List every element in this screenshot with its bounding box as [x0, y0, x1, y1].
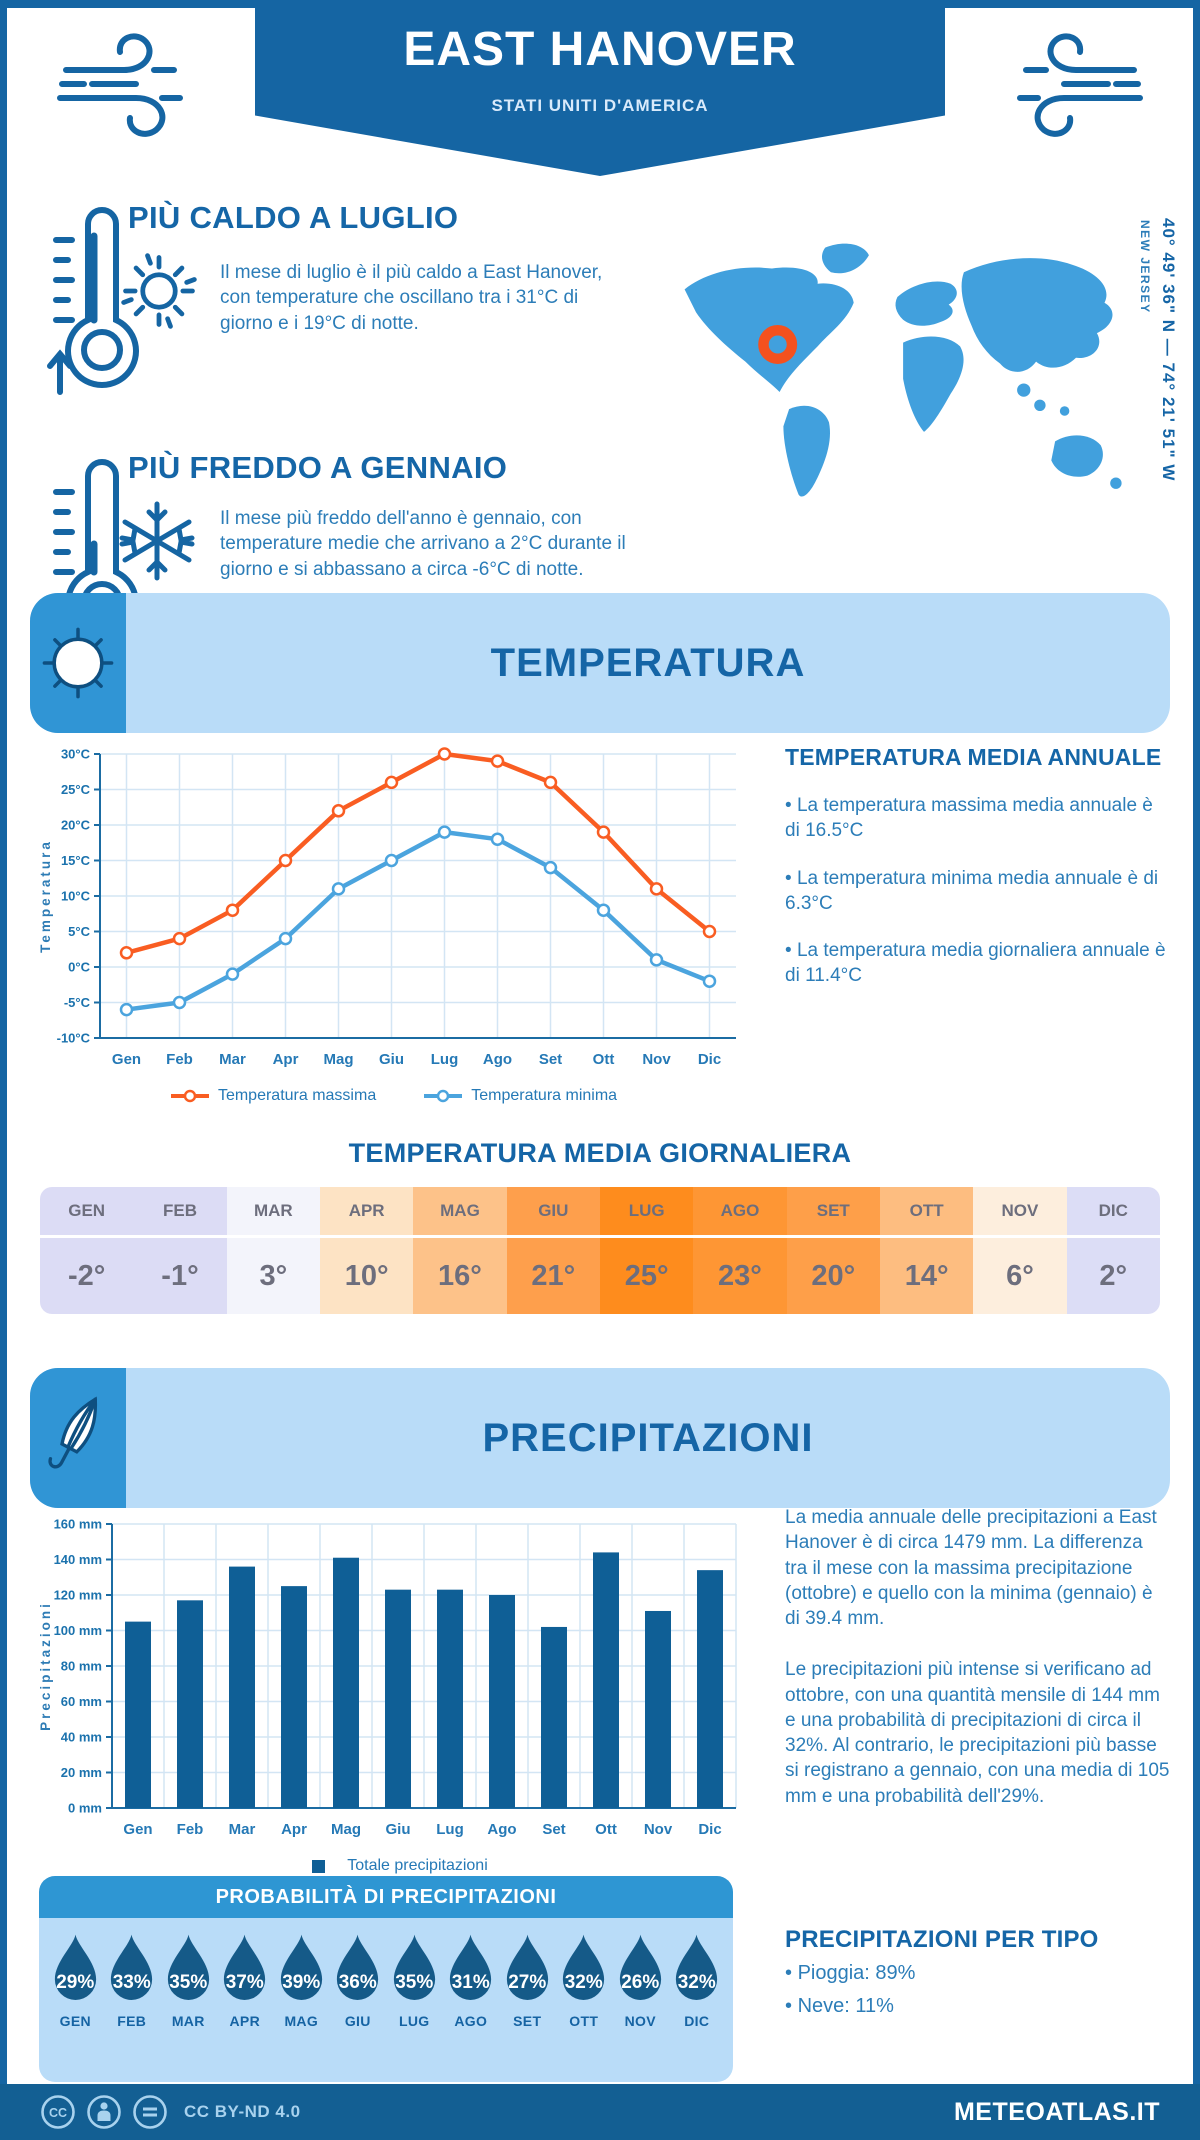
legend-item [171, 1087, 376, 1105]
svg-text:40 mm: 40 mm [60, 1729, 102, 1745]
page-border-left [0, 0, 7, 2140]
svg-text:Giu: Giu [379, 1051, 404, 1068]
svg-text:-5°C: -5°C [63, 995, 90, 1010]
annual-temperature-bullets [785, 793, 1170, 989]
svg-text:Set: Set [538, 1051, 563, 1068]
svg-text:Nov: Nov [643, 1821, 673, 1838]
daily-temp-column [880, 1187, 973, 1314]
legend-label: Temperatura massima [217, 1087, 377, 1104]
probability-droplet [48, 1932, 103, 2082]
precipitation-paragraph-2: Le precipitazioni più intense si verificano ad ottobre, con una quantità mensile di 144 mm e una probabilità di precipitazioni di circa il 32%. Al contrario, le precipitazioni più basse si registrano a gennaio, con una media di 105 mm e una probabilità dell'29%. [785, 1659, 1170, 1807]
droplet-percentage: 31% [451, 1972, 490, 1993]
svg-text:Apr: Apr [272, 1051, 299, 1068]
svg-text:15°C: 15°C [60, 853, 90, 868]
precipitation-type-bullets [785, 1960, 1170, 2019]
droplet-month: FEB [117, 2013, 147, 2029]
droplet-icon [104, 1932, 159, 2006]
droplet-percentage: 29% [56, 1972, 95, 1993]
svg-text:20°C: 20°C [60, 817, 90, 833]
legend-marker-icon [171, 1089, 209, 1103]
page-subtitle: STATI UNITI D'AMERICA [491, 96, 709, 115]
cold-section-title: PIÙ FREDDO A GENNAIO [128, 450, 508, 485]
svg-text:120 mm: 120 mm [53, 1587, 102, 1603]
svg-text:140 mm: 140 mm [53, 1552, 102, 1567]
droplet-percentage: 27% [508, 1972, 547, 1993]
svg-text:Feb: Feb [176, 1821, 204, 1838]
temperature-section-title: TEMPERATURA [490, 640, 806, 685]
page-border-right [1193, 0, 1200, 2140]
svg-text:160 mm: 160 mm [53, 1516, 102, 1532]
svg-text:Nov: Nov [642, 1051, 671, 1068]
svg-text:5°C: 5°C [68, 924, 90, 939]
droplet-month: LUG [399, 2013, 430, 2029]
svg-text:0°C: 0°C [68, 959, 90, 975]
droplet-month: GIU [344, 2013, 371, 2029]
brand-label: METEOATLAS.IT [953, 2097, 1160, 2126]
daily-temp-value: 20° [787, 1238, 880, 1314]
precipitation-probability-title: PROBABILITÀ DI PRECIPITAZIONI [39, 1876, 733, 1918]
svg-text:Lug: Lug [436, 1821, 464, 1838]
svg-text:Ago: Ago [487, 1821, 517, 1838]
daily-temp-month: DIC [1067, 1187, 1160, 1235]
svg-text:30°C: 30°C [60, 746, 90, 762]
daily-temp-value: 23° [693, 1238, 786, 1314]
daily-temp-value: 6° [973, 1238, 1066, 1314]
droplet-icon [217, 1932, 272, 2006]
daily-temp-value: 14° [880, 1238, 973, 1314]
annual-temp-bullet: • La temperatura minima media annuale è di 6.3°C [785, 866, 1170, 917]
probability-droplet [556, 1932, 611, 2082]
daily-temp-value: -2° [40, 1238, 133, 1314]
daily-temp-value: 2° [1067, 1238, 1160, 1314]
daily-temp-month: LUG [600, 1187, 693, 1235]
temperature-section-banner [30, 593, 1170, 733]
svg-text:Ott: Ott [595, 1821, 617, 1838]
geo-coordinates: 40° 49' 36" N — 74° 21' 51" W [1159, 218, 1178, 482]
droplet-month: MAG [284, 2013, 319, 2029]
droplet-percentage: 37% [225, 1972, 264, 1993]
droplet-percentage: 35% [395, 1972, 434, 1993]
probability-droplet [387, 1932, 442, 2082]
droplet-icon [387, 1932, 442, 2006]
precip-type-bullet: • Pioggia: 89% [785, 1960, 1170, 1987]
precipitation-paragraph-1: La media annuale delle precipitazioni a East Hanover è di circa 1479 mm. La differenza tra il mese con la massima precipitazione (ottobre) e quello con la minima (gennaio) è di 39.4 mm. [785, 1507, 1157, 1630]
daily-temp-column [227, 1187, 320, 1314]
svg-text:Feb: Feb [166, 1051, 193, 1068]
droplet-icon [330, 1932, 385, 2006]
svg-text:Ott: Ott [592, 1051, 615, 1068]
droplet-percentage: 36% [338, 1972, 377, 1993]
svg-text:80 mm: 80 mm [60, 1658, 102, 1674]
droplet-month: APR [229, 2013, 260, 2029]
daily-temp-month: FEB [133, 1187, 226, 1235]
daily-temp-month: OTT [880, 1187, 973, 1235]
page-border-top [0, 0, 1200, 8]
svg-text:Dic: Dic [698, 1821, 722, 1838]
cc-icon [40, 2094, 76, 2130]
world-map [658, 208, 1133, 538]
probability-droplet [330, 1932, 385, 2082]
daily-temp-column [973, 1187, 1066, 1314]
droplet-month: OTT [569, 2013, 599, 2029]
probability-droplet [613, 1932, 668, 2082]
attribution-person-icon [86, 2094, 122, 2130]
daily-temp-month: NOV [973, 1187, 1066, 1235]
daily-temp-month: AGO [693, 1187, 786, 1235]
droplet-icon [556, 1932, 611, 2006]
daily-temp-column [787, 1187, 880, 1314]
svg-text:10°C: 10°C [60, 888, 90, 904]
precipitation-description [785, 1505, 1170, 1809]
droplet-percentage: 26% [621, 1972, 660, 1993]
umbrella-icon [36, 1390, 120, 1486]
droplet-icon [161, 1932, 216, 2006]
svg-text:100 mm: 100 mm [53, 1623, 102, 1638]
svg-text:0 mm: 0 mm [68, 1800, 102, 1816]
legend-label: Totale precipitazioni [347, 1857, 488, 1874]
droplet-icon [500, 1932, 555, 2006]
chart-legend [36, 1857, 752, 1875]
legend-item [424, 1087, 617, 1105]
daily-temp-column [693, 1187, 786, 1314]
svg-text:Apr: Apr [281, 1821, 307, 1838]
droplet-icon [613, 1932, 668, 2006]
precipitation-probability-droplets [39, 1918, 733, 2082]
warm-section-title: PIÙ CALDO A LUGLIO [128, 200, 459, 235]
daily-temp-value: -1° [133, 1238, 226, 1314]
probability-droplet [217, 1932, 272, 2082]
svg-text:20 mm: 20 mm [60, 1765, 102, 1780]
daily-temp-column [600, 1187, 693, 1314]
svg-text:Precipitazioni: Precipitazioni [38, 1601, 53, 1731]
svg-text:Mag: Mag [331, 1821, 361, 1838]
daily-temp-column [133, 1187, 226, 1314]
temperature-chart [36, 740, 752, 1105]
droplet-percentage: 33% [112, 1972, 151, 1993]
precipitation-probability-panel [39, 1876, 733, 2082]
droplet-month: NOV [624, 2013, 656, 2029]
svg-text:Dic: Dic [697, 1051, 722, 1068]
chart-legend [36, 1087, 752, 1105]
annual-temperature-title: TEMPERATURA MEDIA ANNUALE [785, 744, 1162, 770]
daily-temp-value: 16° [413, 1238, 506, 1314]
droplet-month: MAR [171, 2013, 205, 2029]
daily-temp-column [507, 1187, 600, 1314]
daily-temp-value: 25° [600, 1238, 693, 1314]
svg-text:Gen: Gen [111, 1051, 142, 1068]
svg-text:Set: Set [542, 1821, 566, 1838]
daily-temp-column [40, 1187, 133, 1314]
droplet-percentage: 32% [677, 1972, 716, 1993]
daily-temp-month: GEN [40, 1187, 133, 1235]
svg-text:Mar: Mar [228, 1821, 256, 1838]
daily-temp-month: MAG [413, 1187, 506, 1235]
license-label: CC BY-ND 4.0 [184, 2102, 301, 2121]
droplet-icon [443, 1932, 498, 2006]
precipitation-type-title: PRECIPITAZIONI PER TIPO [785, 1926, 1099, 1953]
svg-text:Lug: Lug [430, 1051, 459, 1068]
svg-text:Gen: Gen [123, 1821, 153, 1838]
daily-temp-column [413, 1187, 506, 1314]
legend-item [300, 1857, 488, 1875]
droplet-percentage: 32% [564, 1972, 603, 1993]
svg-text:60 mm: 60 mm [60, 1694, 102, 1709]
droplet-month: GEN [59, 2013, 91, 2029]
daily-temp-column [1067, 1187, 1160, 1314]
temperature-banner-icon-area [30, 593, 126, 733]
droplet-month: AGO [454, 2013, 488, 2029]
probability-droplet [443, 1932, 498, 2082]
daily-temp-value: 3° [227, 1238, 320, 1314]
daily-temp-value: 21° [507, 1238, 600, 1314]
probability-droplet [161, 1932, 216, 2082]
daily-temp-month: MAR [227, 1187, 320, 1235]
legend-marker-icon [300, 1859, 338, 1873]
precipitation-section-banner [30, 1368, 1170, 1508]
page-title: EAST HANOVER [403, 23, 797, 76]
svg-text:Ago: Ago [482, 1051, 513, 1068]
legend-label: Temperatura minima [471, 1087, 618, 1104]
precip-type-bullet: • Neve: 11% [785, 1993, 1170, 2020]
geo-region: NEW JERSEY [1138, 220, 1152, 314]
annual-temperature-block [785, 744, 1170, 989]
precipitation-type-block [785, 1926, 1170, 2019]
probability-droplet [274, 1932, 329, 2082]
daily-temp-value: 10° [320, 1238, 413, 1314]
daily-temp-month: APR [320, 1187, 413, 1235]
no-derivatives-icon [132, 2094, 168, 2130]
daily-temperature-title: TEMPERATURA MEDIA GIORNALIERA [348, 1138, 852, 1168]
probability-droplet [104, 1932, 159, 2082]
droplet-month: DIC [684, 2013, 710, 2029]
snowflake-icon [112, 496, 202, 586]
daily-temperature-table [40, 1187, 1160, 1314]
daily-temp-column [320, 1187, 413, 1314]
droplet-icon [274, 1932, 329, 2006]
footer [0, 2084, 1200, 2140]
svg-text:Mar: Mar [219, 1051, 246, 1068]
probability-droplet [500, 1932, 555, 2082]
svg-text:-10°C: -10°C [56, 1030, 90, 1046]
droplet-icon [669, 1932, 724, 2006]
svg-text:25°C: 25°C [60, 782, 90, 797]
droplet-percentage: 35% [169, 1972, 208, 1993]
cold-section-text: Il mese più freddo dell'anno è gennaio, con temperature medie che arrivano a 2°C durante il giorno e si abbassano a circa -6°C di notte. [220, 508, 626, 580]
daily-temp-month: SET [787, 1187, 880, 1235]
legend-marker-icon [424, 1089, 462, 1103]
probability-droplet [669, 1932, 724, 2082]
droplet-month: SET [513, 2013, 542, 2029]
cc-license-icons [40, 2094, 168, 2130]
sun-icon [36, 621, 120, 705]
daily-temp-month: GIU [507, 1187, 600, 1235]
annual-temp-bullet: • La temperatura massima media annuale è di 16.5°C [785, 793, 1170, 844]
svg-text:Temperatura: Temperatura [38, 839, 53, 953]
warm-section-text: Il mese di luglio è il più caldo a East Hanover, con temperature che oscillano tra i 31°C di giorno e i 19°C di notte. [220, 262, 603, 334]
precipitation-banner-icon-area [30, 1368, 126, 1508]
droplet-percentage: 39% [282, 1972, 321, 1993]
precipitation-section-title: PRECIPITAZIONI [482, 1415, 814, 1460]
sun-icon [116, 248, 202, 334]
annual-temp-bullet: • La temperatura media giornaliera annuale è di 11.4°C [785, 938, 1170, 989]
svg-text:Giu: Giu [385, 1821, 411, 1838]
droplet-icon [48, 1932, 103, 2006]
svg-text:Mag: Mag [323, 1051, 354, 1068]
svg-text:CC: CC [48, 2106, 68, 2120]
precipitation-chart [36, 1510, 752, 1875]
